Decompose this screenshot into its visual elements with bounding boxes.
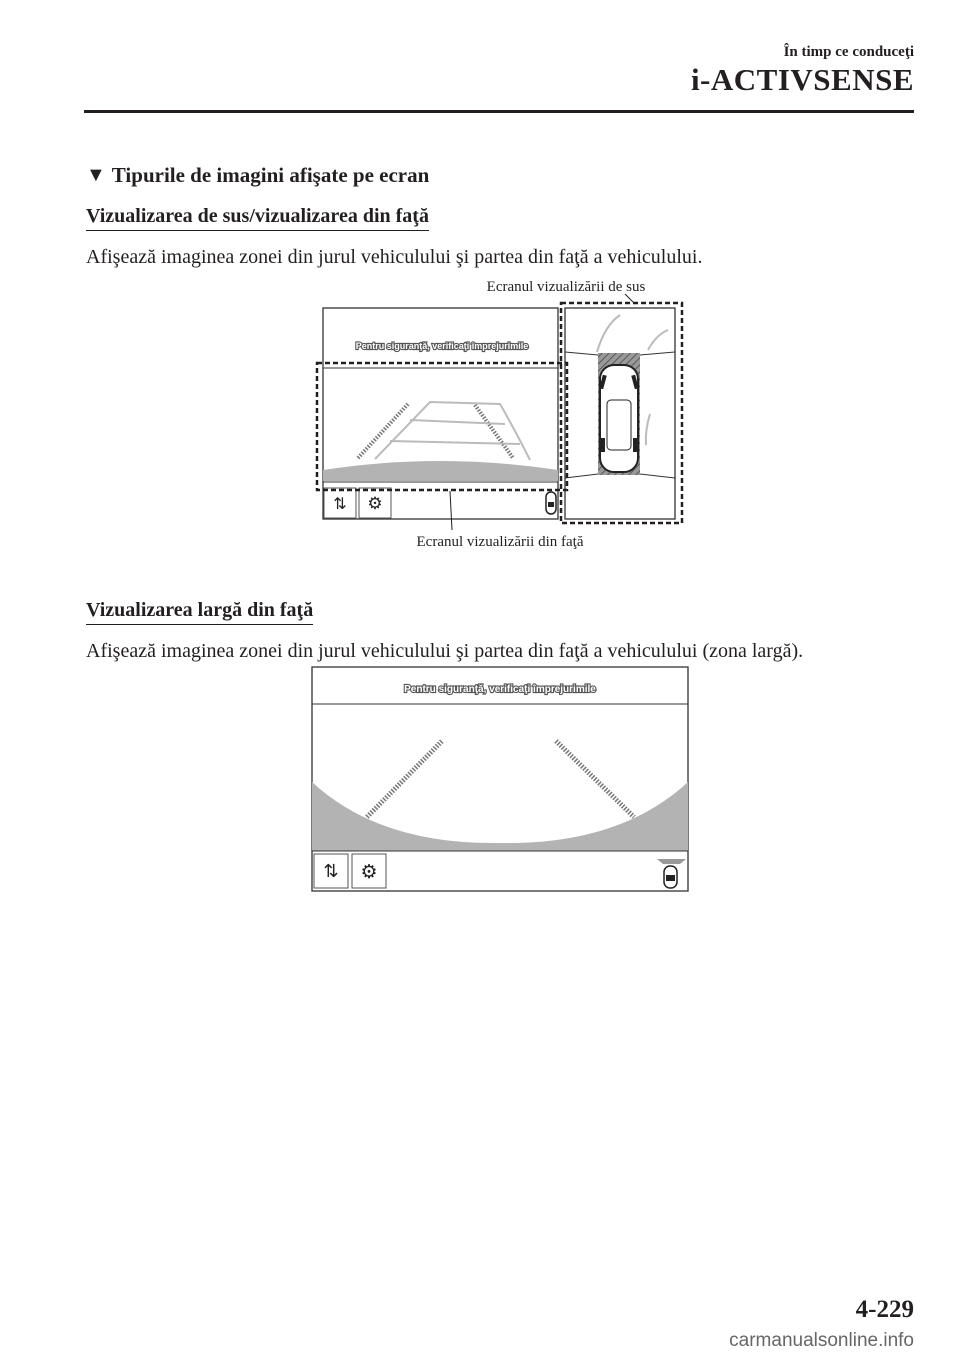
subsection-text-2: Afişează imaginea zonei din jurul vehiculului şi partea din faţă a vehiculului (zona largă). <box>86 640 804 662</box>
view-switch-button[interactable] <box>314 854 348 888</box>
screen-frame <box>323 308 558 519</box>
settings-gear-icon: ⚙ <box>360 861 378 883</box>
triangle-bullet-icon: ▼ <box>86 164 106 186</box>
watermark: carmanualsonline.info <box>729 1330 914 1351</box>
vehicle-top-icon <box>599 365 638 472</box>
settings-button[interactable] <box>352 854 386 888</box>
view-switch-icon: ⇅ <box>333 494 347 513</box>
settings-gear-icon: ⚙ <box>367 494 383 514</box>
subsection-text-1: Afişează imaginea zonei din jurul vehiculului şi partea din faţă a vehiculului. <box>86 246 703 268</box>
section-heading <box>86 163 429 188</box>
view-switch-button[interactable] <box>324 488 356 518</box>
section-header: i-ACTIVSENSE <box>690 62 914 97</box>
wide-front-view-diagram <box>300 660 700 900</box>
page-number: 4-229 <box>855 1296 914 1323</box>
car-sensor-icon <box>546 492 556 514</box>
subsection-title-2: Vizualizarea largă din faţă <box>86 599 313 625</box>
callout-front-view: Ecranul vizualizării din faţă <box>416 534 584 550</box>
screen-message: Pentru siguranţă, verificaţi împrejurimile <box>404 684 596 695</box>
chapter-title: În timp ce conduceţi <box>783 44 914 60</box>
subsection-title-1: Vizualizarea de sus/vizualizarea din faţă <box>86 205 429 231</box>
section-heading-text: Tipurile de imagini afişate pe ecran <box>111 163 430 187</box>
top-front-view-diagram <box>300 270 700 560</box>
settings-button[interactable] <box>359 488 391 518</box>
header-rule <box>84 110 914 113</box>
screen-message: Pentru siguranţă, verificaţi împrejurimile <box>355 341 529 351</box>
callout-top-view: Ecranul vizualizării de sus <box>486 279 646 295</box>
view-switch-icon: ⇅ <box>323 861 339 882</box>
